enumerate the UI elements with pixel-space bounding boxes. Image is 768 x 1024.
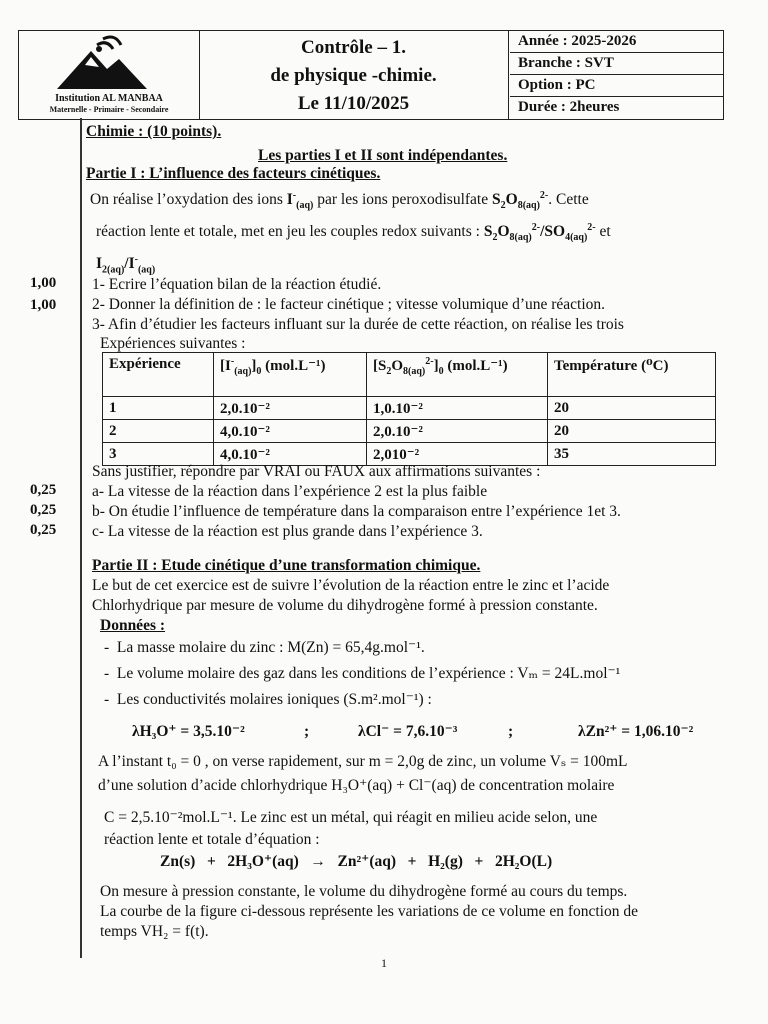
intro-text-c: . Cette: [548, 191, 589, 209]
mountain-logo-icon: [19, 31, 199, 93]
th-temperature: Température (⁰C): [548, 353, 716, 397]
intro-text-b: par les ions peroxodisulfate: [313, 191, 492, 209]
lambda-h3o: λH₃O⁺ = 3,5.10⁻²: [132, 723, 245, 740]
part1-intro-line1: On réalise l’oxydation des ions $I^-_{(aq)}$ par les ions peroxodisulfate $S_2O_{8(aq)}^{2-}$. Cette: [90, 190, 589, 212]
procedure-line1: A l’instant t₀ = 0 , on verse rapidement, sur m = 2,0g de zinc, un volume Vₛ = 100mL: [98, 753, 628, 770]
part1-intro-line2: réaction lente et totale, met en jeu les couples redox suivants : $S_2O_{8(aq)}^{2-}/SO_{4(aq)}^{2-}$ et: [96, 222, 611, 244]
th-persulfate-conc: $[S_2O_{8(aq)}^{2-}]_0$ (mol.L⁻¹): [367, 353, 548, 397]
question-2: 2- Donner la définition de : le facteur cinétique ; vitesse volumique d’une réaction.: [92, 296, 606, 313]
table-row: 3 4,0.10⁻² 2,010⁻² 35: [103, 443, 716, 466]
question-3: 3- Afin d’étudier les facteurs influant sur la durée de cette réaction, on réalise les trois: [92, 316, 624, 333]
sep-1: ;: [304, 723, 310, 740]
lambda-cl: λCl⁻ = 7,6.10⁻³: [358, 723, 458, 740]
score-a: 0,25: [30, 482, 57, 498]
measurement-line2: La courbe de la figure ci-dessous représente les variations de ce volume en fonction de: [100, 903, 638, 920]
info-year: Année : 2025-2026: [510, 31, 723, 53]
intro2-text-b: et: [595, 223, 611, 241]
score-b: 0,25: [30, 502, 57, 518]
score-q1: 1,00: [30, 275, 57, 291]
part2-para1: Le but de cet exercice est de suivre l’évolution de la réaction entre le zinc et l’acide: [92, 577, 610, 594]
sep-2: ;: [508, 723, 514, 740]
institution-name: Institution AL MANBAA: [55, 93, 163, 104]
margin-divider: [80, 118, 82, 958]
statement-c: c- La vitesse de la réaction est plus grande dans l’expérience 3.: [92, 523, 483, 540]
data-heading: Données :: [100, 617, 166, 634]
info-branch: Branche : SVT: [510, 53, 723, 75]
part2-para2: Chlorhydrique par mesure de volume du dihydrogène formé à pression constante.: [92, 597, 598, 614]
procedure-line3: C = 2,5.10⁻²mol.L⁻¹. Le zinc est un métal, qui réagit en milieu acide selon, une: [104, 809, 598, 826]
score-c: 0,25: [30, 522, 57, 538]
lambda-zn: λZn²⁺ = 1,06.10⁻²: [578, 723, 694, 740]
th-iodide-conc: $[I^-_{(aq)}]_0$ (mol.L⁻¹): [214, 353, 367, 397]
procedure-line4: réaction lente et totale d’équation :: [104, 831, 320, 848]
procedure-line2: d’une solution d’acide chlorhydrique H₃O⁺(aq) + Cl⁻(aq) de concentration molaire: [98, 777, 615, 794]
chemistry-title: Chimie : (10 points).: [86, 123, 222, 140]
exam-subject: de physique -chimie.: [270, 65, 437, 86]
data-item-2: - Le volume molaire des gaz dans les conditions de l’expérience : Vₘ = 24L.mol⁻¹: [104, 665, 621, 682]
independent-note: Les parties I et II sont indépendantes.: [258, 147, 508, 164]
data-item-1: - La masse molaire du zinc : M(Zn) = 65,4g.mol⁻¹.: [104, 639, 425, 656]
experiments-table: [102, 352, 716, 466]
page-number: 1: [381, 956, 387, 970]
score-q2: 1,00: [30, 297, 57, 313]
info-duration: Durée : 2heures: [518, 99, 620, 115]
reaction-equation: Zn(s) + 2H₃O⁺(aq) → Zn²⁺(aq) + H₂(g) + 2H₂O(L): [160, 853, 553, 870]
intro-text-a: On réalise l’oxydation des ions: [90, 191, 287, 209]
header-table: [18, 30, 724, 120]
data-item-3: - Les conductivités molaires ioniques (S.m².mol⁻¹) :: [104, 691, 432, 708]
redox-couple-iodine: $I_{2(aq)}/I^-_{(aq)}$: [96, 254, 156, 276]
table-row: 2 4,0.10⁻² 2,0.10⁻² 20: [103, 420, 716, 443]
institution-levels: Maternelle - Primaire - Secondaire: [49, 105, 169, 114]
th-experience: Expérience: [103, 353, 214, 397]
logo-cell: [19, 31, 200, 119]
question-1: 1- Ecrire l’équation bilan de la réaction étudié.: [92, 276, 382, 293]
info-option: Option : PC: [510, 75, 723, 97]
table-row: 1 2,0.10⁻² 1,0.10⁻² 20: [103, 397, 716, 420]
measurement-line1: On mesure à pression constante, le volume du dihydrogène formé au cours du temps.: [100, 883, 628, 900]
question-3b: Expériences suivantes :: [100, 335, 246, 352]
measurement-line3: temps VH₂ = f(t).: [100, 923, 209, 940]
true-false-instruction: Sans justifier, répondre par VRAI ou FAUX aux affirmations suivantes :: [92, 463, 541, 480]
statement-a: a- La vitesse de la réaction dans l’expérience 2 est la plus faible: [92, 483, 488, 500]
intro2-text-a: réaction lente et totale, met en jeu les couples redox suivants :: [96, 223, 484, 241]
exam-title: Contrôle – 1.: [300, 37, 406, 58]
part2-title: Partie II : Etude cinétique d’une transformation chimique.: [92, 557, 481, 574]
exam-date: Le 11/10/2025: [297, 93, 410, 114]
exam-title-cell: [199, 31, 509, 119]
statement-b: b- On étudie l’influence de température dans la comparaison entre l’expérience 1et 3.: [92, 503, 621, 520]
part1-title: Partie I : L’influence des facteurs cinétiques.: [86, 165, 381, 182]
exam-info-cell: [510, 31, 723, 119]
